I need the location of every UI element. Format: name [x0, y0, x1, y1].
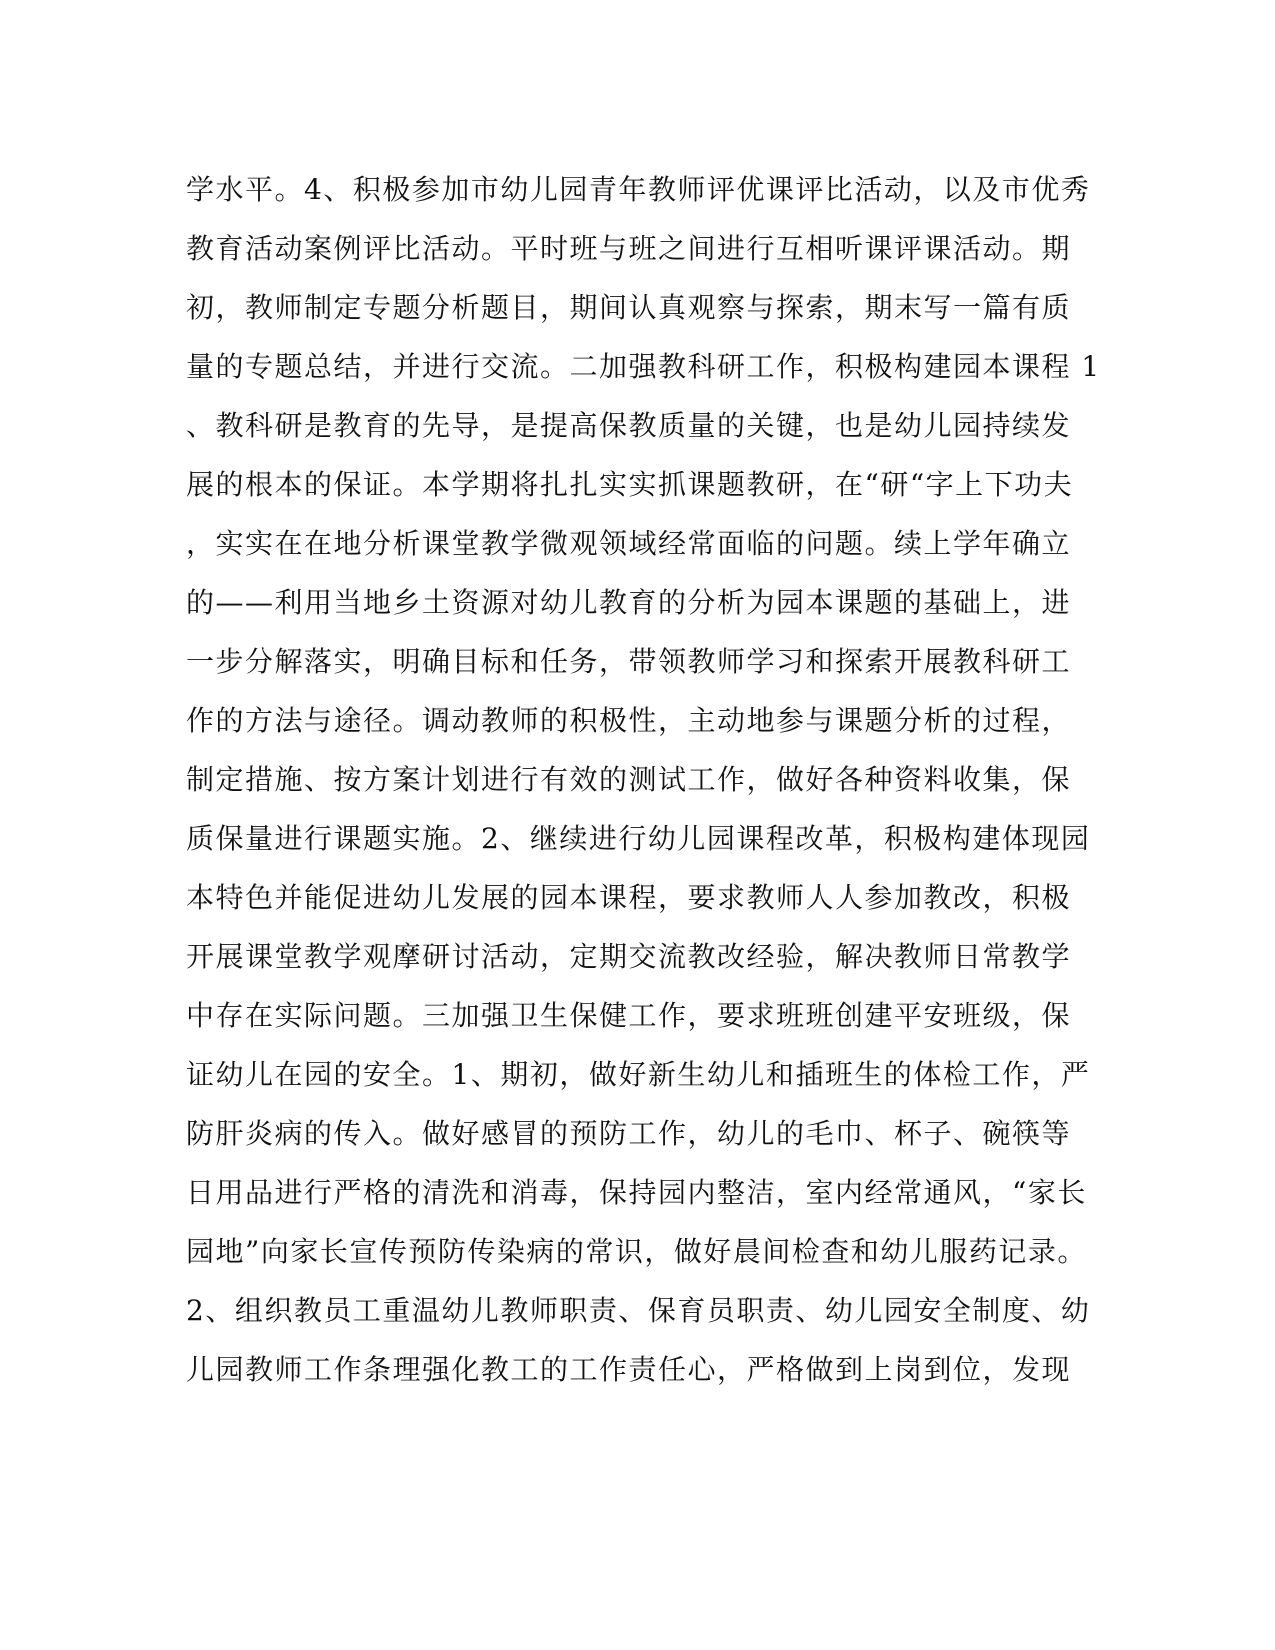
text-line: 制定措施、按方案计划进行有效的测试工作，做好各种资料收集，保 — [186, 763, 1072, 796]
text-line: 质保量进行课题实施。2、继续进行幼儿园课程改革，积极构建体现园 — [186, 822, 1091, 855]
text-line: 2、组织教员工重温幼儿教师职责、保育员职责、幼儿园安全制度、幼 — [186, 1294, 1091, 1327]
text-line: 初，教师制定专题分析题目，期间认真观察与探索，期末写一篇有质 — [186, 291, 1072, 324]
text-line: 作的方法与途径。调动教师的积极性，主动地参与课题分析的过程， — [186, 704, 1072, 737]
text-line: 、教科研是教育的先导，是提高保教质量的关键，也是幼儿园持续发 — [186, 409, 1072, 442]
text-line: 中存在实际问题。三加强卫生保健工作，要求班班创建平安班级，保 — [186, 999, 1072, 1032]
text-line: 教育活动案例评比活动。平时班与班之间进行互相听课评课活动。期 — [186, 232, 1072, 265]
text-line: ，实实在在地分析课堂教学微观领域经常面临的问题。续上学年确立 — [186, 527, 1072, 560]
text-line: 展的根本的保证。本学期将扎扎实实抓课题教研，在“研“字上下功夫 — [186, 468, 1074, 501]
text-line: 证幼儿在园的安全。1、期初，做好新生幼儿和插班生的体检工作，严 — [186, 1058, 1091, 1091]
text-line: 本特色并能促进幼儿发展的园本课程，要求教师人人参加教改，积极 — [186, 881, 1072, 914]
text-line: 园地”向家长宣传预防传染病的常识，做好晨间检查和幼儿服药记录。 — [186, 1235, 1087, 1268]
body-text — [186, 160, 1101, 1399]
text-line: 开展课堂教学观摩研讨活动，定期交流教改经验，解决教师日常教学 — [186, 940, 1072, 973]
text-line: 防肝炎病的传入。做好感冒的预防工作，幼儿的毛巾、杯子、碗筷等 — [186, 1117, 1072, 1150]
text-line: 一步分解落实，明确目标和任务，带领教师学习和探索开展教科研工 — [186, 645, 1072, 678]
text-line: 日用品进行严格的清洗和消毒，保持园内整洁，室内经常通风，“家长 — [186, 1176, 1087, 1209]
text-line: 儿园教师工作条理强化教工的工作责任心，严格做到上岗到位，发现 — [186, 1353, 1072, 1386]
text-line: 的——利用当地乡土资源对幼儿教育的分析为园本课题的基础上，进 — [186, 586, 1072, 619]
text-line: 量的专题总结，并进行交流。二加强教科研工作，积极构建园本课程 1 — [186, 350, 1101, 383]
text-line: 学水平。4、积极参加市幼儿园青年教师评优课评比活动，以及市优秀 — [186, 173, 1091, 206]
